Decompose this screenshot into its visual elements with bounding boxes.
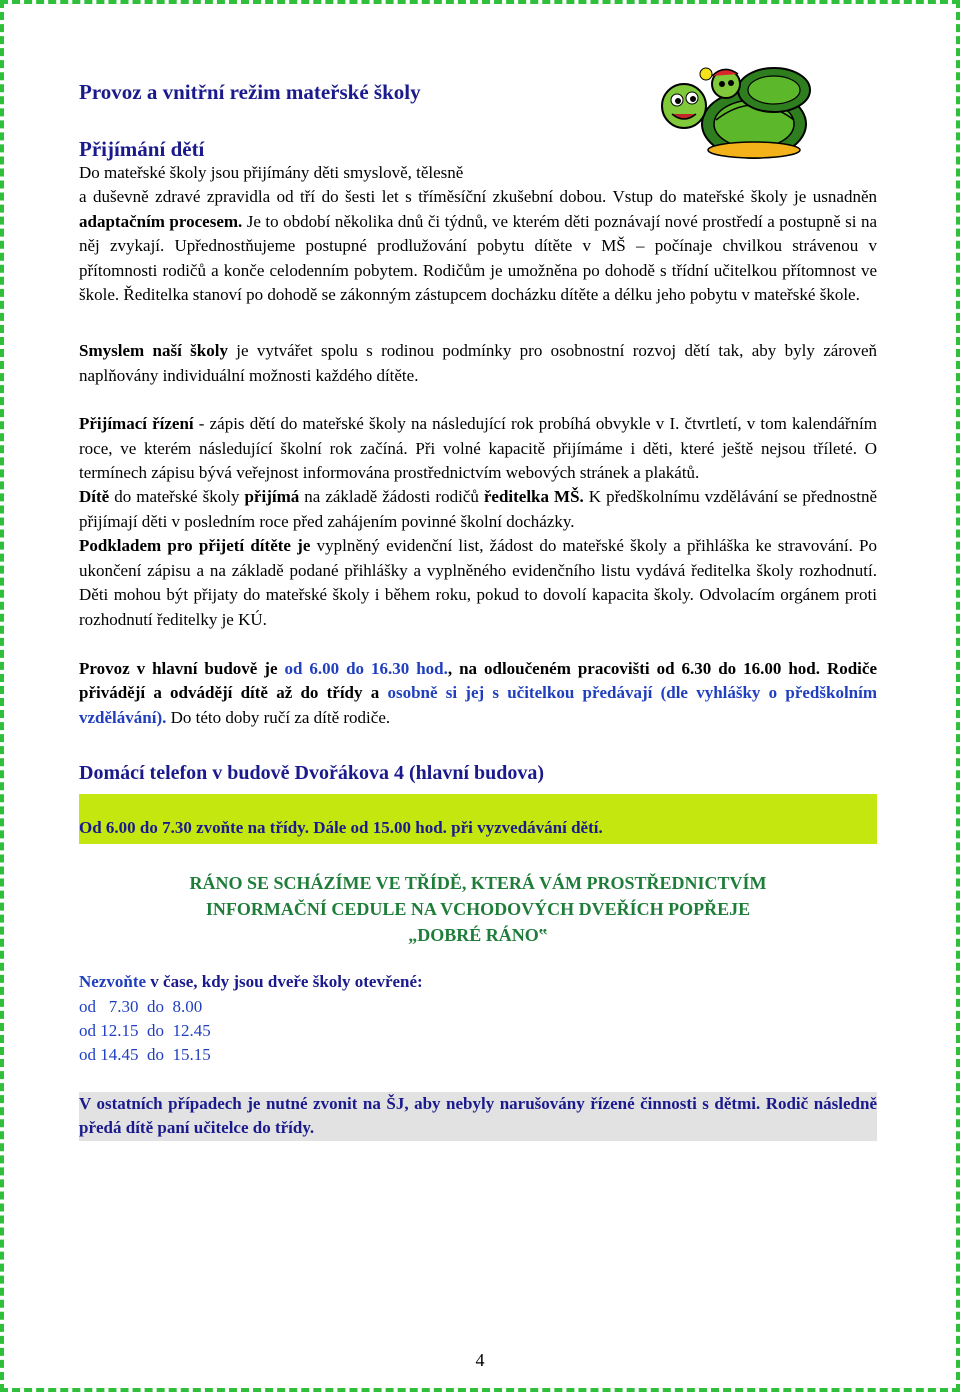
operating-hours-paragraph: Provoz v hlavní budově je od 6.00 do 16.30 hod., na odloučeném pracovišti od 6.30 do 16.00 hod. Rodiče přivádějí a odvádějí dítě až do třídy a osobně si jej s učitelkou předávají (dle vyhlášky o předškolním vzdělávání). Do této doby ručí za dítě rodiče. <box>79 658 878 727</box>
page-number: 4 <box>475 1350 485 1370</box>
section-heading-admission: Přijímání dětí <box>79 137 205 161</box>
page-content <box>79 78 877 1141</box>
notice-line-3: „DOBRÉ RÁNO‟ <box>408 925 548 946</box>
final-notice: V ostatních případech je nutné zvonit na ŠJ, aby nebyly narušovány řízené činnosti s dětmi. Rodič následně předá dítě paní učitelce do třídy. <box>79 1092 877 1141</box>
phone-hours-highlight: Od 6.00 do 7.30 zvoňte na třídy. Dále od 15.00 hod. při vyzvedávání dětí. <box>79 794 877 844</box>
notice-line-1: RÁNO SE SCHÁZÍME VE TŘÍDĚ, KTERÁ VÁM PROSTŘEDNICTVÍM <box>189 873 767 894</box>
school-purpose-paragraph: Smyslem naší školy je vytvářet spolu s rodinou podmínky pro osobnostní rozvoj dětí tak, aby byly zároveň naplňovány individuální možnosti každého dítěte. <box>79 341 877 385</box>
admission-line1: Do mateřské školy jsou přijímány děti smyslově, tělesně <box>79 163 464 182</box>
admission-documents-paragraph: Podkladem pro přijetí dítěte je vyplněný evidenční list, žádost do mateřské školy a přihláška ke stravování. Po ukončení zápisu a na základě podané přihlášky a vyplněného evidenčního listu vydává ředitelka školy rozhodnutí. Děti mohou být přijaty do mateřské školy i během roku, pokud to dovolí kapacita školy. Odvolacím orgánem proti rozhodnutí ředitelky je KÚ. <box>79 536 878 629</box>
phone-heading: Domácí telefon v budově Dvořákova 4 (hlavní budova) <box>79 762 545 785</box>
do-not-ring-line: Nezvoňte v čase, kdy jsou dveře školy otevřené: <box>79 972 423 992</box>
time-slot-1: od 7.30 do 8.00 <box>79 996 203 1016</box>
morning-notice <box>79 870 877 948</box>
page-title: Provoz a vnitřní režim mateřské školy <box>79 80 421 104</box>
time-slot-3: od 14.45 do 15.15 <box>79 1045 211 1065</box>
admission-procedure-paragraph: Přijímací řízení - zápis dětí do mateřské školy na následující rok probíhá obvykle v I. čtvrtletí, v tom kalendářním roce, ve kterém následující školní rok začíná. Při volné kapacitě přijímáme i děti, které ještě nejsou tříleté. O termínech zápisu bývá veřejnost informována prostřednictvím webových stránek a plakátů. <box>79 414 877 483</box>
notice-line-2: INFORMAČNÍ CEDULE NA VCHODOVÝCH DVEŘÍCH POPŘEJE <box>205 899 751 920</box>
admission-paragraph: a duševně zdravé zpravidla od tří do šesti let s tříměsíční zkušební dobou. Vstup do mateřské školy je usnadněn adaptačním procesem. Je to období několika dnů či týdnů, ve kterém děti poznávají nové prostředí a postupně si na něj zvykají. Upřednostňujeme postupné prodlužování pobytu dítěte v MŠ – počínaje chvilkou strávenou v přítomnosti rodičů a konče celodenním pobytem. Rodičům je umožněna po dohodě s třídní učitelkou přítomnost ve škole. Ředitelka stanoví po dohodě se zákonným zástupcem docházku dítěte a délku jeho pobytu v mateřské škole. <box>79 187 877 305</box>
child-admission-paragraph: Dítě do mateřské školy přijímá na základě žádosti rodičů ředitelka MŠ. K předškolnímu vzdělávání se přednostně přijímají děti v posledním roce před zahájením povinné školní docházky. <box>79 487 877 531</box>
time-slot-2: od 12.15 do 12.45 <box>79 1020 211 1040</box>
